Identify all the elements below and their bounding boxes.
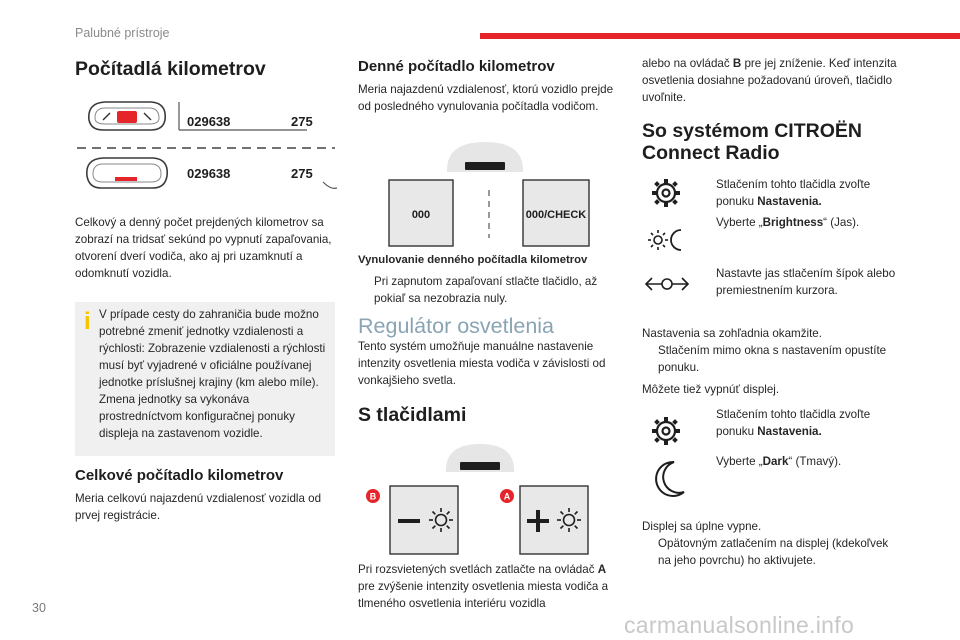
step-settings-2: [700, 406, 900, 440]
step-settings-text: Stlačením tohto tlačidla zvoľte ponuku: [716, 178, 871, 208]
info-text: V prípade cesty do zahraničia bude možno potrebné zmeniť jednotky vzdialenosti a rýchlosti: Zobrazenie vzdialenosti a rýchlosti musí byť vyjadrené v oficiálne používanej jednotke príslušnej krajiny (km alebo míle). Zmena jednotky sa vykonáva prostredníctvom konfiguračnej ponuky displeja na zastavenom vozidle.: [99, 308, 326, 440]
step-dark-b: “ (Tmavý).: [788, 455, 842, 468]
dimmer-buttons-illustration: [360, 440, 610, 558]
step-settings-2-bold: Nastavenia.: [757, 425, 822, 438]
header-accent-bar: [480, 33, 960, 39]
title-trip-odometer: Denné počítadlo kilometrov: [358, 58, 555, 75]
trip-odometer-text: Meria najazdenú vzdialenosť, ktorú vozidlo prejde od posledného vynulovania počítadla vodičom.: [358, 83, 614, 113]
page-number: 30: [32, 601, 46, 615]
info-box: [75, 302, 335, 456]
dimmer-continuation: [642, 55, 912, 106]
dimmer-text: Tento systém umožňuje manuálne nastavenie intenzity osvetlenia miesta vodiča v závislosti od vonkajšieho svetla.: [358, 340, 606, 387]
reset-caption: Vynulovanie denného počítadla kilometrov: [358, 254, 588, 266]
apply-bullet: [642, 342, 902, 376]
trip-reset-illustration: [385, 140, 595, 252]
title-odometers: Počítadlá kilometrov: [75, 58, 266, 80]
title-connect-radio: So systémom CITROËN Connect Radio: [642, 120, 862, 164]
odometer-illustration: [75, 96, 337, 200]
button-000-label: 000: [411, 209, 431, 221]
reset-bullet-text: Pri zapnutom zapaľovaní stlačte tlačidlo, až pokiaľ sa nezobrazia nuly.: [374, 275, 598, 305]
step-adjust: [700, 265, 900, 299]
step-brightness-a: Vyberte „: [716, 216, 763, 229]
step-settings-2-text: Stlačením tohto tlačidla zvoľte ponuku: [716, 408, 871, 438]
lights-text-bold: A: [597, 563, 607, 576]
label-a: A: [503, 491, 511, 502]
lights-text-a: Pri rozsvietených svetlách zatlačte na ovládač: [358, 563, 598, 576]
step-dark-a: Vyberte „: [716, 455, 763, 468]
total-odometer-text: Meria celkovú najazdenú vzdialenosť vozidla od prvej registrácie.: [75, 492, 322, 522]
lights-text-b: pre zvýšenie intenzity osvetlenia miesta vodiča a tlmeného osvetlenia interiéru vozidla: [358, 580, 609, 610]
gear-icon: [649, 176, 683, 210]
off-line: Displej sa úplne vypne.: [642, 520, 762, 533]
info-icon: i: [84, 308, 91, 335]
odometer-total-value: 029638: [187, 114, 231, 129]
step-settings: [700, 176, 900, 210]
button-check-label: 000/CHECK: [525, 209, 587, 221]
step-adjust-text: Nastavte jas stlačením šípok alebo premiestnením kurzora.: [716, 267, 896, 297]
lights-text: [358, 561, 620, 612]
apply-bullet-text: Stlačením mimo okna s nastavením opustíte ponuku.: [658, 344, 887, 374]
step-dark: [700, 453, 900, 470]
moon-icon: [646, 458, 688, 500]
gear-icon: [649, 414, 683, 448]
reset-bullet: [358, 273, 618, 307]
off-bullet-text: Opätovným zatlačením na displej (kdekoľvek na jeho povrchu) ho aktivujete.: [658, 537, 889, 567]
step-settings-bold: Nastavenia.: [757, 195, 822, 208]
odometer-trip-value-2: 275: [291, 166, 313, 181]
step-brightness: [700, 214, 900, 231]
cont-b: pre jej zníženie. Keď intenzita osvetlenia dosiahne požadovanú úroveň, tlačidlo uvoľnite.: [642, 57, 897, 104]
title-with-buttons: S tlačidlami: [358, 404, 467, 426]
cont-bold: B: [732, 57, 742, 70]
cont-a: alebo na ovládač: [642, 57, 733, 70]
running-header: Palubné prístroje: [75, 26, 170, 40]
step-brightness-b: “ (Jas).: [823, 216, 860, 229]
brightness-moon-icon: [645, 226, 689, 254]
title-dimmer: Regulátor osvetlenia: [358, 314, 555, 338]
off-bullet: [642, 535, 902, 569]
odometers-intro: Celkový a denný počet prejdených kilometrov sa zobrazí na tridsať sekúnd po vypnutí zapaľovania, otvorení dverí vodiča, ako aj pri uzamknutí a odomknutí vozidla.: [75, 216, 332, 280]
step-dark-bold: Dark: [762, 455, 789, 468]
odometer-trip-value: 275: [291, 114, 313, 129]
minus-icon: [398, 519, 420, 523]
disable-line: Môžete tiež vypnúť displej.: [642, 383, 780, 396]
watermark: carmanualsonline.info: [624, 612, 855, 638]
title-total-odometer: Celkové počítadlo kilometrov: [75, 467, 284, 484]
apply-line: Nastavenia sa zohľadnia okamžite.: [642, 327, 822, 340]
slider-arrows-icon: [644, 270, 690, 298]
label-b: B: [369, 491, 377, 502]
odometer-total-value-2: 029638: [187, 166, 231, 181]
step-brightness-bold: Brightness: [762, 216, 824, 229]
